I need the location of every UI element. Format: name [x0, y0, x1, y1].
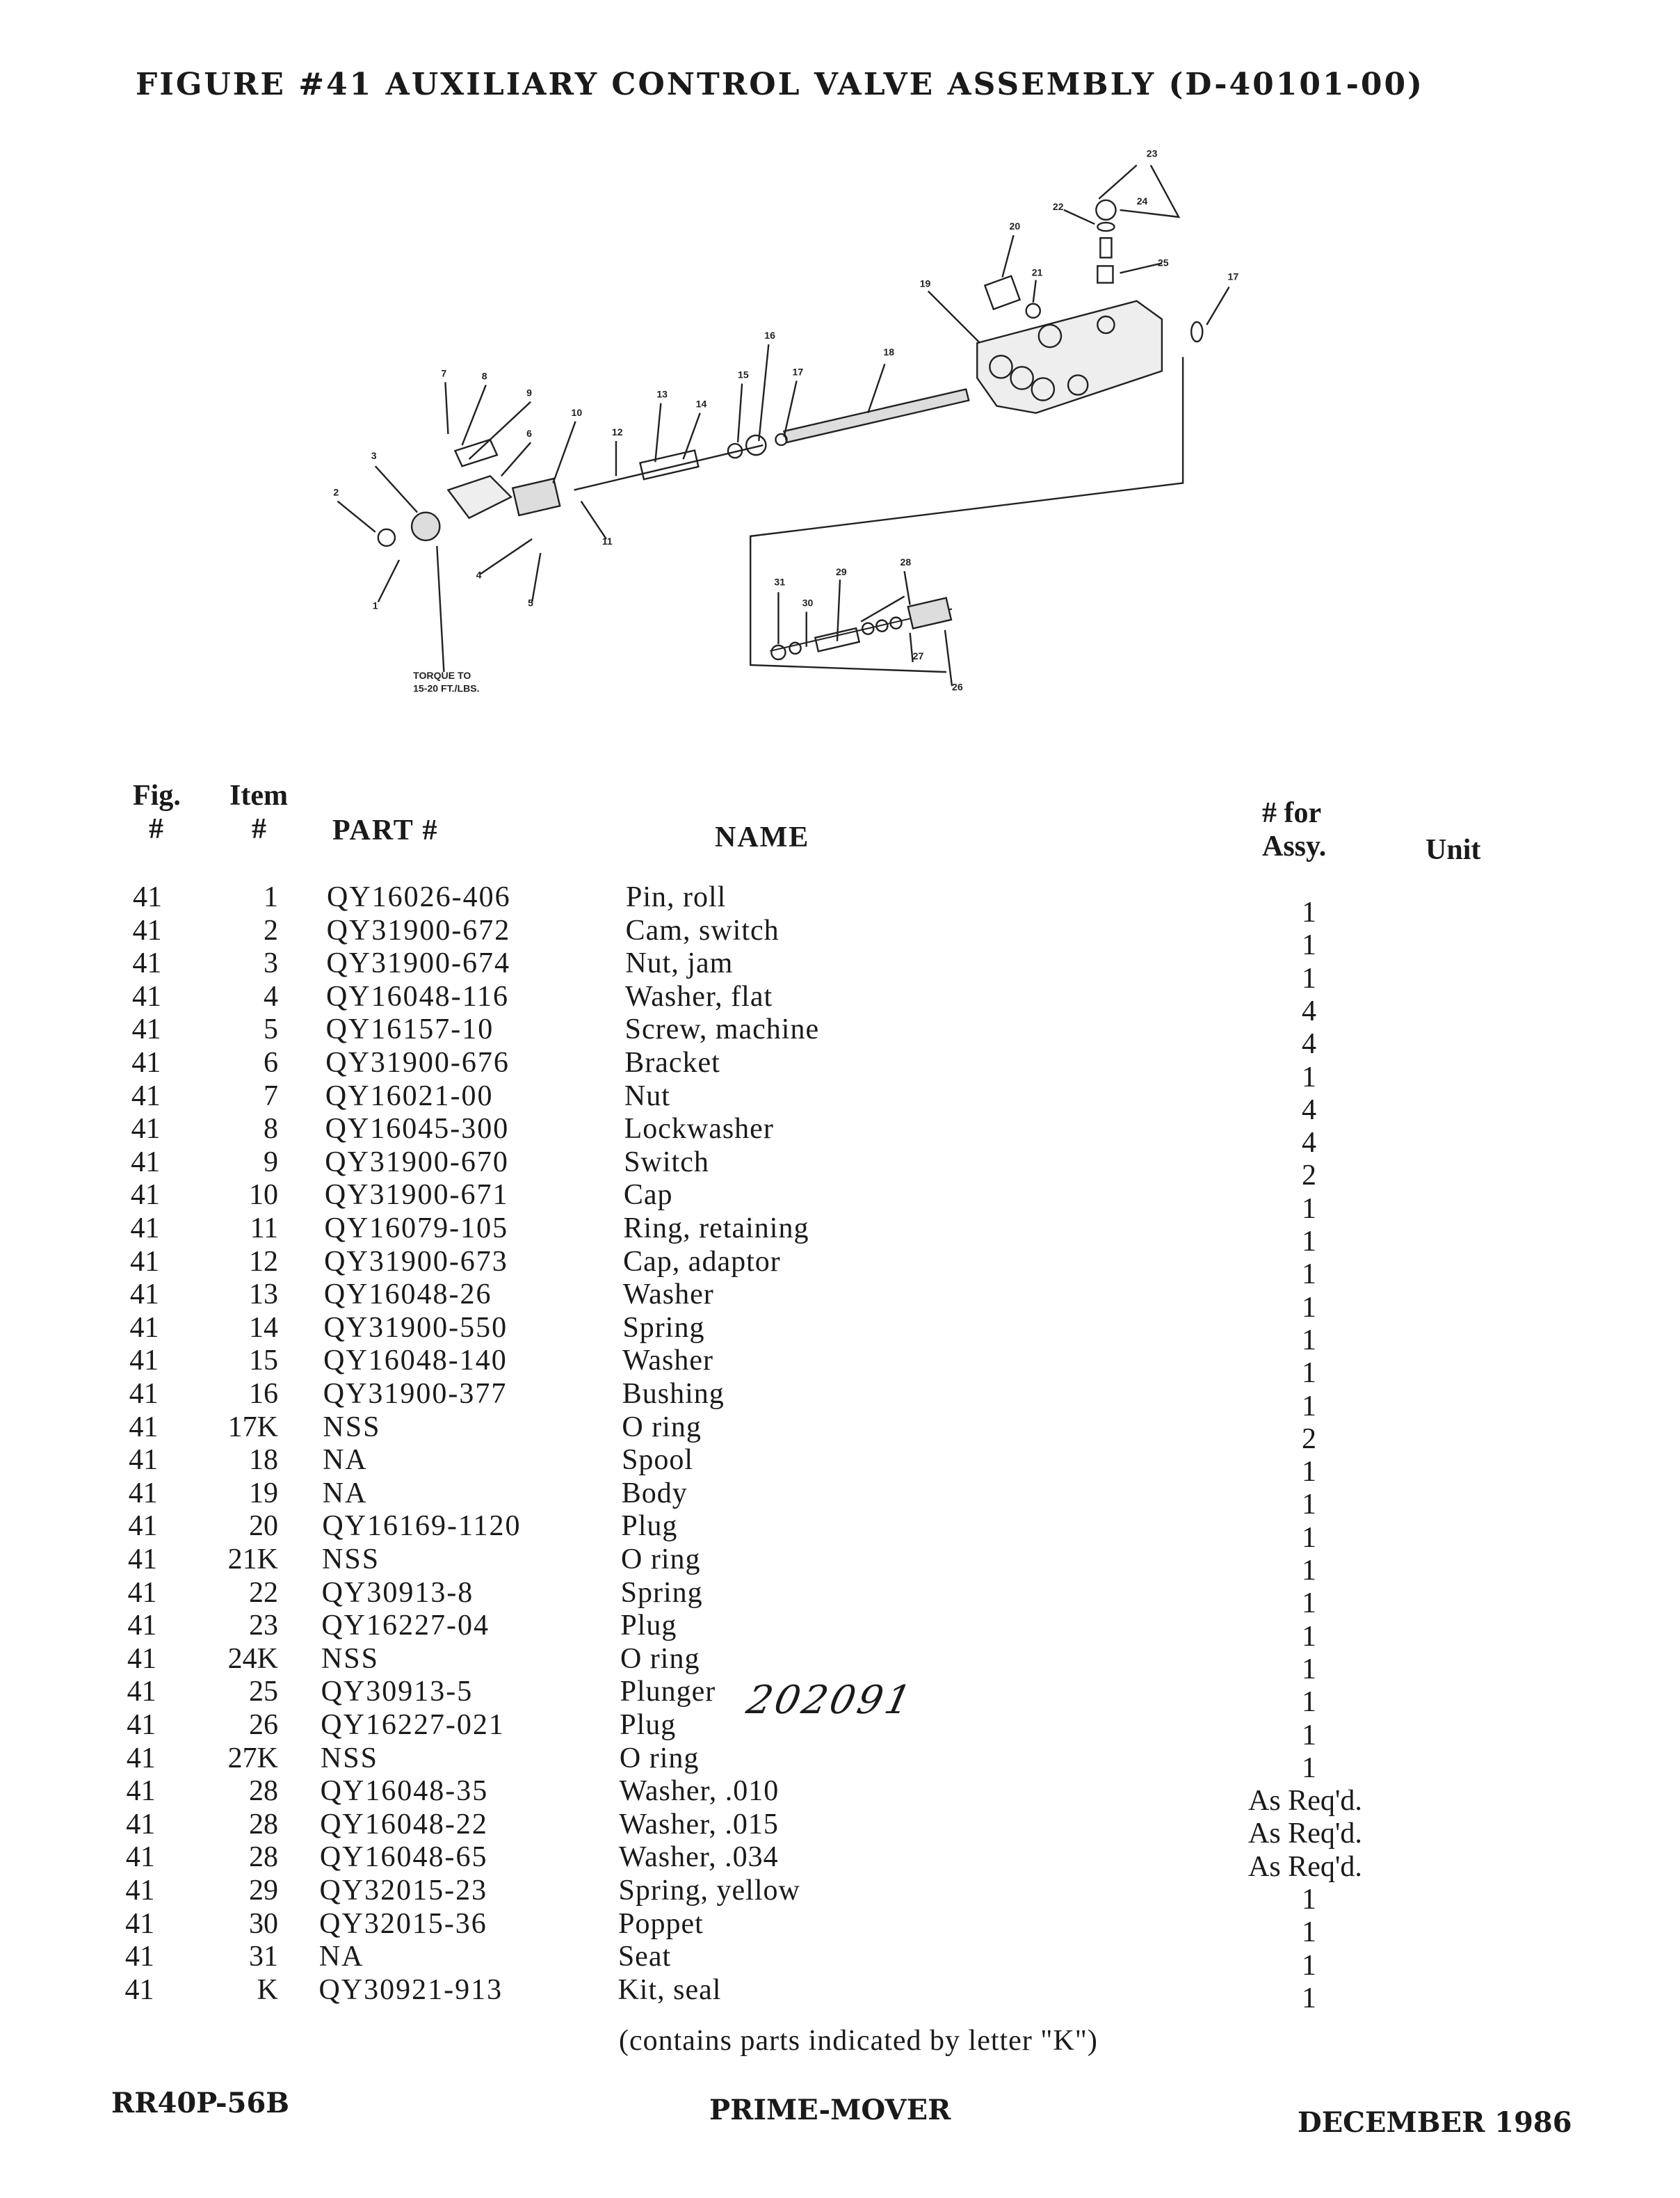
quantity-cell: As Req'd. [1248, 1850, 1362, 1883]
item-cell: 4 [264, 980, 278, 1013]
quantity-cell: 1 [1302, 1521, 1316, 1554]
part-number-cell: QY16227-021 [321, 1709, 505, 1741]
name-cell: Spring, yellow [618, 1875, 800, 1907]
item-cell: 28 [249, 1808, 278, 1840]
header-fig: Fig. [133, 780, 181, 812]
torque-note-line2: 15-20 FT./LBS. [413, 682, 480, 694]
name-cell: Bushing [622, 1378, 725, 1410]
quantity-cell: 2 [1302, 1422, 1316, 1455]
table-row [0, 1212, 1680, 1245]
fig-cell: 41 [129, 1378, 159, 1410]
table-row [0, 1311, 1680, 1345]
part-number-cell: QY16021-00 [325, 1080, 494, 1112]
part-number-cell: QY16048-65 [319, 1841, 488, 1874]
table-row [0, 1907, 1680, 1941]
part-number-cell: QY16048-35 [320, 1775, 489, 1808]
quantity-cell: 1 [1302, 1291, 1316, 1324]
name-cell: O ring [622, 1411, 702, 1443]
callout-label: 31 [774, 576, 786, 588]
item-cell: 9 [264, 1146, 278, 1178]
torque-note-line1: TORQUE TO [413, 670, 471, 682]
footer-doc-code: RR40P-56B [111, 2087, 290, 2119]
fig-cell: 41 [129, 1444, 159, 1477]
name-cell: Plug [620, 1709, 677, 1741]
quantity-cell: 1 [1302, 1587, 1316, 1620]
fig-cell: 41 [125, 1875, 155, 1907]
part-number-cell: QY31900-671 [324, 1179, 509, 1212]
item-cell: 21K [227, 1543, 278, 1575]
fig-cell: 41 [127, 1576, 157, 1609]
callout-label: 28 [900, 556, 912, 568]
name-cell: Switch [624, 1146, 709, 1178]
part-number-cell: NSS [322, 1543, 380, 1575]
item-cell: 6 [264, 1047, 278, 1079]
quantity-cell: 1 [1302, 1884, 1316, 1916]
table-row [0, 1344, 1680, 1377]
callout-label: 11 [601, 535, 613, 547]
fig-cell: 41 [132, 947, 162, 980]
table-row [0, 980, 1680, 1013]
table-row [0, 914, 1680, 947]
table-row [0, 1443, 1680, 1477]
name-cell: Ring, retaining [623, 1212, 809, 1244]
header-item: Item [229, 780, 288, 812]
table-row [0, 1013, 1680, 1046]
quantity-cell: 4 [1302, 1028, 1316, 1061]
quantity-cell: 4 [1302, 995, 1316, 1027]
callout-label: 25 [1157, 257, 1169, 268]
callout-label: 10 [571, 406, 583, 418]
callout-label: 21 [1031, 266, 1043, 278]
callout-label: 8 [481, 370, 487, 382]
item-cell: 12 [249, 1245, 278, 1278]
name-cell: Plug [620, 1610, 677, 1642]
quantity-cell: 1 [1302, 1061, 1316, 1093]
quantity-cell: 4 [1302, 1127, 1316, 1160]
part-number-cell: QY30913-5 [321, 1676, 474, 1708]
quantity-cell: 1 [1302, 929, 1316, 962]
fig-cell: 41 [128, 1510, 158, 1543]
fig-cell: 41 [129, 1311, 159, 1344]
table-row [0, 1278, 1680, 1311]
item-cell: 24K [227, 1642, 278, 1675]
fig-cell: 41 [131, 1013, 161, 1046]
fig-cell: 41 [131, 1146, 161, 1178]
name-cell: Spool [622, 1444, 694, 1477]
part-number-cell: QY16048-140 [323, 1345, 508, 1377]
part-number-cell: QY30921-913 [318, 1973, 503, 2006]
callout-label: 26 [952, 681, 963, 693]
name-cell: Nut, jam [625, 947, 734, 980]
callout-label: 12 [611, 426, 623, 438]
callout-label: 13 [656, 388, 668, 400]
part-number-cell: QY16048-22 [320, 1808, 488, 1840]
quantity-cell: 1 [1302, 1390, 1316, 1422]
part-number-cell: NA [322, 1477, 368, 1509]
table-row [0, 1642, 1680, 1676]
table-row [0, 1609, 1680, 1642]
callout-label: 1 [372, 600, 378, 611]
table-row [0, 947, 1680, 980]
part-number-cell: NSS [320, 1742, 378, 1774]
name-cell: Cap, adaptor [623, 1245, 781, 1278]
item-cell: 3 [264, 947, 278, 980]
table-row [0, 1874, 1680, 1907]
item-cell: 8 [264, 1113, 278, 1146]
callout-label: 14 [695, 398, 707, 410]
name-cell: Washer [622, 1345, 714, 1377]
item-cell: 27K [227, 1742, 278, 1774]
name-cell: Pin, roll [626, 881, 727, 913]
name-cell: O ring [619, 1742, 700, 1774]
table-row [0, 1543, 1680, 1576]
table-row [0, 1178, 1680, 1212]
footer-section: PRIME-MOVER [709, 2094, 951, 2126]
kit-note-row [0, 2024, 1680, 2057]
header-fig-hash: # [149, 813, 163, 845]
item-cell: 5 [264, 1013, 278, 1046]
quantity-cell: 1 [1302, 1620, 1316, 1653]
table-row [0, 1377, 1680, 1411]
callout-label: 19 [919, 278, 931, 289]
quantity-cell: 1 [1302, 962, 1316, 995]
callout-label: 2 [333, 486, 339, 498]
part-number-cell: QY31900-670 [325, 1146, 509, 1178]
item-cell: 16 [249, 1378, 278, 1410]
fig-cell: 41 [126, 1775, 156, 1808]
fig-cell: 41 [127, 1610, 157, 1642]
callout-label: 17 [792, 366, 804, 378]
name-cell: Lockwasher [624, 1113, 774, 1146]
part-number-cell: NA [323, 1444, 368, 1477]
fig-cell: 41 [129, 1411, 159, 1443]
callout-label: 5 [528, 597, 534, 609]
name-cell: Washer, .015 [619, 1808, 779, 1840]
part-number-cell: QY31900-672 [326, 914, 511, 947]
item-cell: 22 [249, 1576, 278, 1609]
name-cell: Plunger [620, 1676, 716, 1708]
name-cell: Washer, .010 [619, 1775, 780, 1808]
quantity-cell: 1 [1302, 1357, 1316, 1390]
part-number-cell: QY31900-673 [324, 1245, 508, 1278]
callout-label: 3 [371, 450, 377, 462]
fig-cell: 41 [133, 881, 162, 913]
part-number-cell: NSS [323, 1411, 381, 1443]
diagram-callouts [333, 147, 1238, 692]
part-number-cell: QY31900-674 [326, 947, 510, 980]
table-row [0, 1146, 1680, 1179]
item-cell: 28 [249, 1841, 278, 1874]
quantity-cell: 1 [1302, 1555, 1316, 1587]
callout-label: 29 [835, 566, 847, 578]
callout-label: 22 [1052, 200, 1064, 212]
table-row [0, 1245, 1680, 1278]
name-cell: O ring [620, 1642, 700, 1675]
item-cell: 15 [249, 1345, 278, 1377]
quantity-cell: 1 [1302, 1258, 1316, 1291]
callout-label: 24 [1136, 195, 1148, 207]
quantity-cell: 1 [1302, 1489, 1316, 1521]
fig-cell: 41 [132, 914, 162, 947]
fig-cell: 41 [130, 1179, 160, 1212]
part-number-cell: QY32015-23 [319, 1875, 488, 1907]
item-cell: 19 [249, 1477, 278, 1509]
name-cell: Plug [621, 1510, 678, 1543]
part-number-cell: QY16048-116 [325, 980, 510, 1013]
header-part: PART # [332, 815, 439, 847]
table-row [0, 1576, 1680, 1610]
fig-cell: 41 [130, 1245, 160, 1278]
part-number-cell: QY16079-105 [324, 1212, 509, 1244]
name-cell: Nut [624, 1080, 670, 1112]
header-assy: # for [1262, 797, 1322, 829]
name-cell: Washer, .034 [618, 1841, 779, 1874]
table-row [0, 881, 1680, 914]
quantity-cell: 1 [1302, 1916, 1316, 1949]
item-cell: 11 [250, 1212, 278, 1244]
name-cell: Kit, seal [617, 1973, 722, 2006]
quantity-cell: 1 [1302, 897, 1316, 929]
part-number-cell: QY31900-550 [323, 1311, 508, 1344]
callout-label: 16 [764, 330, 775, 342]
item-cell: 23 [249, 1610, 278, 1642]
item-cell: 2 [264, 914, 278, 947]
part-number-cell: QY31900-377 [323, 1378, 508, 1410]
table-row [0, 1080, 1680, 1113]
name-cell: Seat [617, 1941, 672, 1973]
table-row [0, 1774, 1680, 1808]
name-cell: Washer [622, 1278, 714, 1311]
name-cell: Washer, flat [624, 980, 773, 1013]
table-row [0, 1477, 1680, 1510]
part-number-cell: QY30913-8 [321, 1576, 474, 1609]
callout-label: 18 [883, 346, 895, 358]
table-row [0, 1509, 1680, 1543]
item-cell: 26 [249, 1709, 278, 1741]
quantity-cell: 1 [1302, 1192, 1316, 1225]
item-cell: 14 [249, 1311, 278, 1344]
item-cell: 25 [249, 1676, 278, 1708]
table-row [0, 1973, 1680, 2007]
table-row [0, 1112, 1680, 1146]
fig-cell: 41 [129, 1345, 159, 1377]
fig-cell: 41 [128, 1477, 158, 1509]
item-cell: 18 [249, 1444, 278, 1477]
header-assy-2: Assy. [1262, 831, 1327, 863]
name-cell: Cam, switch [625, 914, 780, 947]
figure-title: FIGURE #41 AUXILIARY CONTROL VALVE ASSEMBLY (D-40101-00) [136, 67, 1424, 102]
spool [784, 390, 969, 442]
callout-label: 6 [526, 427, 532, 439]
part-number-cell: NSS [321, 1642, 380, 1675]
callout-label: 7 [441, 367, 447, 379]
fig-cell: 41 [125, 1841, 155, 1874]
part-number-cell: QY16048-26 [323, 1278, 492, 1311]
part-number-cell: QY16227-04 [321, 1610, 490, 1642]
callout-label: 15 [738, 369, 749, 380]
fig-cell: 41 [124, 1973, 154, 2006]
callout-label: 9 [526, 387, 532, 399]
part-number-cell: QY32015-36 [319, 1907, 487, 1940]
quantity-cell: 2 [1302, 1160, 1316, 1192]
quantity-cell: 1 [1302, 1982, 1316, 2014]
part-number-cell: QY16045-300 [325, 1113, 510, 1146]
item-cell: 13 [249, 1278, 278, 1311]
fig-cell: 41 [130, 1212, 160, 1244]
quantity-cell: 1 [1302, 1226, 1316, 1258]
part-number-cell: NA [318, 1941, 364, 1973]
item-cell: 20 [249, 1510, 278, 1543]
quantity-cell: 4 [1302, 1093, 1316, 1126]
quantity-cell: As Req'd. [1248, 1785, 1362, 1818]
callout-label: 27 [912, 650, 924, 661]
fig-cell: 41 [126, 1808, 156, 1840]
name-cell: Poppet [618, 1907, 704, 1940]
kit-note: (contains parts indicated by letter "K") [619, 2025, 1098, 2057]
callout-label: 17 [1227, 271, 1239, 282]
table-row [0, 1046, 1680, 1080]
fig-cell: 41 [127, 1709, 156, 1741]
fig-cell: 41 [127, 1642, 156, 1675]
quantity-cell: As Req'd. [1248, 1818, 1362, 1850]
fig-cell: 41 [131, 1113, 161, 1146]
callout-label: 23 [1146, 147, 1158, 159]
footer-date: DECEMBER 1986 [1298, 2106, 1572, 2139]
table-row [0, 1940, 1680, 1973]
fig-cell: 41 [127, 1676, 156, 1708]
part-number-cell: QY16026-406 [327, 881, 511, 913]
name-cell: Spring [620, 1576, 703, 1609]
item-cell: 17K [227, 1411, 278, 1443]
handwritten-note: 202091 [743, 1678, 918, 1723]
quantity-cell: 1 [1302, 1456, 1316, 1489]
part-number-cell: QY16157-10 [325, 1013, 494, 1046]
quantity-cell: 1 [1302, 1324, 1316, 1356]
item-cell: 31 [249, 1941, 278, 1973]
part-number-cell: QY31900-676 [325, 1047, 510, 1079]
item-cell: 1 [264, 881, 278, 913]
name-cell: Cap [623, 1179, 673, 1212]
fig-cell: 41 [131, 980, 161, 1013]
quantity-cell: 1 [1302, 1719, 1316, 1751]
table-row [0, 1840, 1680, 1874]
table-row [0, 1742, 1680, 1775]
item-cell: 7 [264, 1080, 278, 1112]
item-cell: 28 [249, 1775, 278, 1808]
item-cell: 10 [249, 1179, 278, 1212]
table-row [0, 1808, 1680, 1841]
fig-cell: 41 [128, 1543, 157, 1575]
fig-cell: 41 [129, 1278, 159, 1311]
callout-label: 20 [1009, 220, 1021, 232]
header-name: NAME [715, 821, 810, 853]
quantity-cell: 1 [1302, 1949, 1316, 1982]
name-cell: Spring [622, 1311, 705, 1344]
name-cell: O ring [621, 1543, 701, 1575]
table-row [0, 1411, 1680, 1444]
callout-label: 4 [476, 569, 482, 581]
callout-label: 30 [802, 597, 814, 609]
name-cell: Bracket [624, 1047, 720, 1079]
fig-cell: 41 [131, 1047, 161, 1079]
fig-cell: 41 [126, 1742, 156, 1774]
fig-cell: 41 [124, 1941, 154, 1973]
quantity-cell: 1 [1302, 1751, 1316, 1784]
header-unit: Unit [1425, 834, 1481, 866]
name-cell: Screw, machine [624, 1013, 820, 1046]
part-number-cell: QY16169-1120 [322, 1510, 522, 1543]
quantity-cell: 1 [1302, 1653, 1316, 1685]
item-cell: K [257, 1973, 278, 2006]
name-cell: Body [621, 1477, 688, 1509]
item-cell: 29 [249, 1875, 278, 1907]
item-cell: 30 [249, 1907, 278, 1940]
quantity-cell: 1 [1302, 1686, 1316, 1719]
header-item-hash: # [252, 813, 266, 845]
fig-cell: 41 [125, 1907, 155, 1940]
fig-cell: 41 [131, 1080, 161, 1112]
